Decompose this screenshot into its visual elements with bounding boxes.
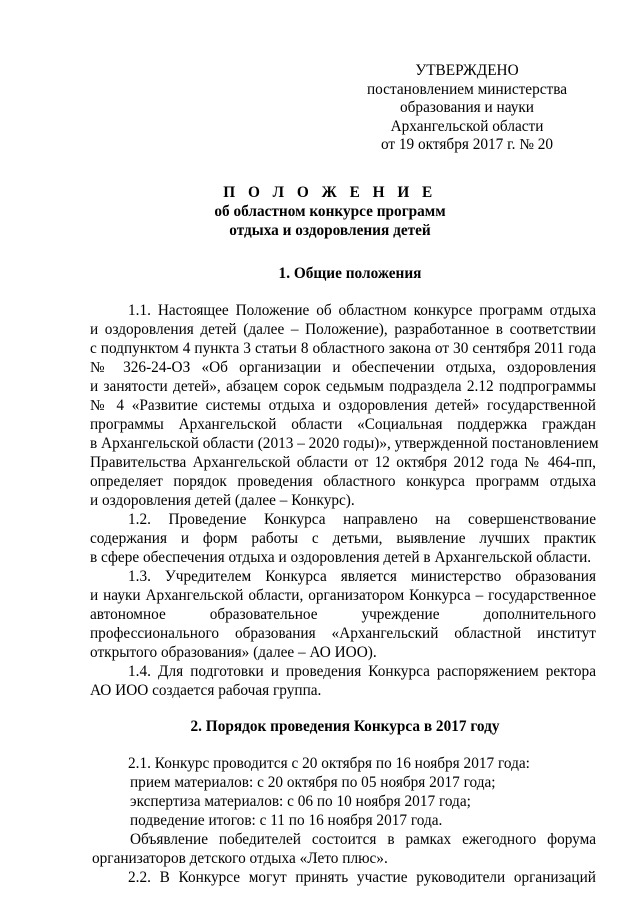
text-line: содержания и форм работы с детьми, выявление лучших практик [90,530,596,547]
title-main: П О Л О Ж Е Н И Е [223,184,437,201]
approval-head: УТВЕРЖДЕНО [415,62,519,79]
text-line: в Архангельской области (2013 – 2020 годы)», утвержденной постановлением [90,435,599,452]
paragraph-1-2 [90,510,596,567]
text-line: прием материалов: с 20 октября по 05 ноября 2017 года; [130,774,496,791]
section-2-heading: 2. Порядок проведения Конкурса в 2017 году [190,718,500,735]
text-line: и оздоровления детей (далее – Положение), разработанное в соответствии [90,321,596,338]
document-title [90,183,570,240]
text-line: 2.1. Конкурс проводится с 20 октября по 16 ноября 2017 года: [128,755,530,772]
approval-line: Архангельской области [390,117,544,135]
approval-block [352,62,582,155]
text-line: автономное образовательное учреждение дополнительного [90,606,596,623]
text-line: Объявление победителей состоится в рамках ежегодного форума [130,831,596,848]
paragraph-2-1-announcement [90,830,596,868]
text-line: подведение итогов: с 11 по 16 ноября 2017 года. [130,812,443,829]
text-line: программы Архангельской области «Социальная поддержка граждан [90,416,596,433]
text-line: 1.3. Учредителем Конкурса является министерство образования [128,568,596,585]
paragraph-1-1 [90,301,599,510]
paragraph-2-1 [90,754,596,830]
approval-line: постановлением министерства [366,80,568,98]
text-line: 2.2. В Конкурсе могут принять участие руководители организаций [128,869,596,886]
title-sub: об областном конкурсе программ [214,203,446,220]
text-line: определяет порядок проведения областного конкурса программ отдыха [90,473,596,490]
text-line: № 4 «Развитие системы отдыха и оздоровления детей» государственной [90,397,596,414]
text-line: открытого образования» (далее – АО ИОО). [90,644,377,661]
approval-line: образования и науки [400,99,534,116]
text-line: Правительства Архангельской области от 12 октября 2012 года № 464-пп, [90,454,596,471]
text-line: 1.4. Для подготовки и проведения Конкурса распоряжением ректора [128,663,596,680]
text-line: и науки Архангельской области, организатором Конкурса – государственное [90,587,596,604]
text-line: и оздоровления детей (далее – Конкурс). [90,492,355,509]
text-line: экспертиза материалов: с 06 по 10 ноября 2017 года; [130,793,471,810]
approval-line: от 19 октября 2017 г. № 20 [380,136,554,153]
text-line: и занятости детей», абзацем сорок седьмым подраздела 2.12 подпрограммы [90,378,596,395]
title-sub: отдыха и оздоровления детей [229,222,431,239]
text-line: АО ИОО создается рабочая группа. [90,682,322,699]
text-line: организаторов детского отдыха «Лето плюс». [92,850,388,867]
text-line: в сфере обеспечения отдыха и оздоровления детей в Архангельской области. [90,549,592,566]
text-line: 1.2. Проведение Конкурса направлено на совершенствование [128,511,596,528]
paragraph-2-2 [90,868,596,887]
text-line: № 326-24-ОЗ «Об организации и обеспечении отдыха, оздоровления [90,359,596,376]
paragraph-1-4 [90,662,596,700]
text-line: профессионального образования «Архангельский областной институт [90,625,596,642]
paragraph-1-3 [90,567,596,662]
text-line: 1.1. Настоящее Положение об областном конкурсе программ отдыха [128,302,596,319]
text-line: с подпунктом 4 пункта 3 статьи 8 областного закона от 30 сентября 2011 года [90,340,596,357]
section-1-heading: 1. Общие положения [278,265,422,282]
